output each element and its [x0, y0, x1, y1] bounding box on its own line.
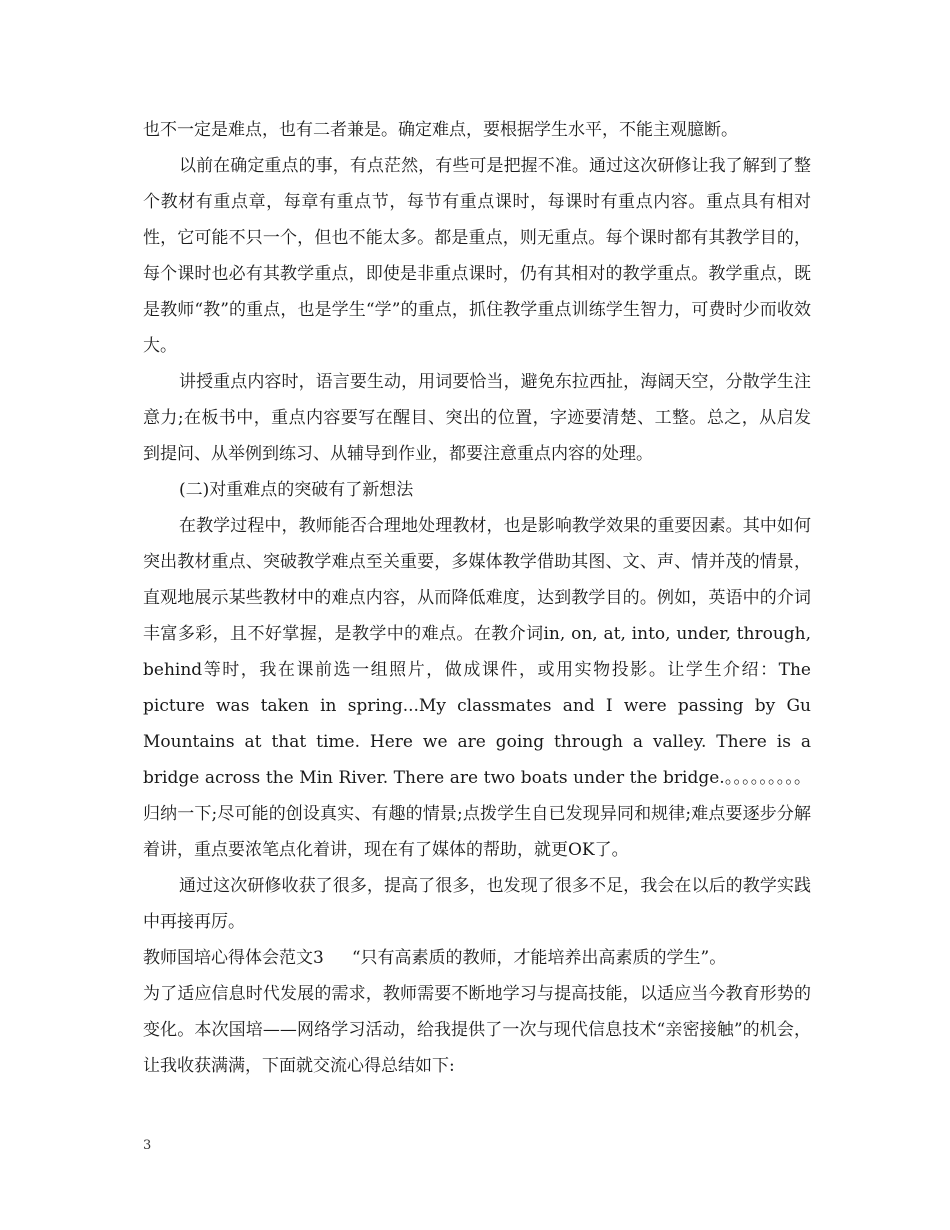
paragraph-2: 以前在确定重点的事，有点茫然，有些可是把握不准。通过这次研修让我了解到了整个教材有重点章，每章有重点节，每节有重点课时，每课时有重点内容。重点具有相对性，它可能不只一个，但也不能太多。都是重点，则无重点。每个课时都有其教学目的，每个课时也必有其教学重点，即使是非重点课时，仍有其相对的教学重点。教学重点，既是教师“教”的重点，也是学生“学”的重点，抓住教学重点训练学生智力，可费时少而收效大。 — [143, 156, 811, 356]
paragraph-4: 在教学过程中，教师能否合理地处理教材，也是影响教学效果的重要因素。其中如何突出教材重点、突破教学难点至关重要，多媒体教学借助其图、文、声、情并茂的情景，直观地展示某些教材中的难点内容，从而降低难度，达到教学目的。例如，英语中的介词丰富多彩，且不好掌握，是教学中的难点。在教介词in, on, at, into, under, through, behind等时，我在课前选一组照片，做成课件，或用实物投影。让学生介绍：The picture was taken in spring...My classmates and I were passing by Gu Mountains at that time. Here we are going through a valley. There is a bridge across the Min River. There are two boats under the bridge.。。。。。。。。。归纳一下;尽可能的创设真实、有趣的情景;点拨学生自已发现异同和规律;难点要逐步分解着讲，重点要浓笔点化着讲，现在有了媒体的帮助，就更OK了。 — [143, 516, 811, 860]
section-quote: “只有高素质的教师，才能培养出高素质的学生”。 — [351, 948, 727, 968]
section-title: 教师国培心得体会范文3 — [143, 948, 324, 968]
page-number: 3 — [143, 1138, 152, 1153]
paragraph-5: 通过这次研修收获了很多，提高了很多，也发现了很多不足，我会在以后的教学实践中再接再厉。 — [143, 876, 811, 932]
paragraph-3: 讲授重点内容时，语言要生动，用词要恰当，避免东拉西扯，海阔天空，分散学生注意力;在板书中，重点内容要写在醒目、突出的位置，字迹要清楚、工整。总之，从启发到提问、从举例到练习、从辅导到作业，都要注意重点内容的处理。 — [143, 372, 811, 464]
body-text — [143, 112, 811, 1084]
paragraph-1: 也不一定是难点，也有二者兼是。确定难点，要根据学生水平，不能主观臆断。 — [143, 120, 738, 140]
section-title-line — [143, 940, 811, 976]
paragraph-6: 为了适应信息时代发展的需求，教师需要不断地学习与提高技能，以适应当今教育形势的变化。本次国培——网络学习活动，给我提供了一次与现代信息技术“亲密接触”的机会，让我收获满满，下面就交流心得总结如下: — [143, 984, 811, 1076]
subheading-2: (二)对重难点的突破有了新想法 — [179, 480, 414, 500]
